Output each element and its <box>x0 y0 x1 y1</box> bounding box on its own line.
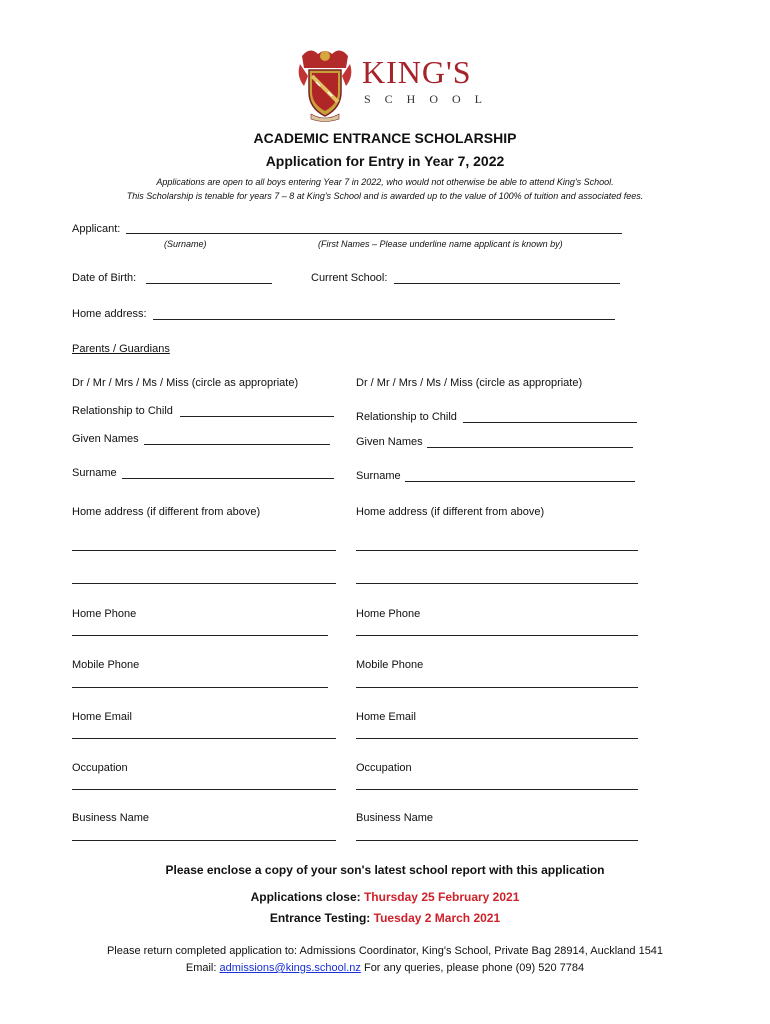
parent1-surname-label: Surname <box>72 467 117 479</box>
home-address-field[interactable] <box>153 319 615 320</box>
queries-text: For any queries, please phone (09) 520 7784 <box>363 962 585 974</box>
parent2-business-name-label: Business Name <box>356 812 434 824</box>
parent1-address-line-1[interactable] <box>72 550 336 551</box>
parent2-relationship-field[interactable] <box>463 422 637 423</box>
parent2-home-email-field[interactable] <box>356 738 638 739</box>
parent2-surname-field[interactable] <box>405 481 635 482</box>
parent1-home-email-label: Home Email <box>72 711 132 723</box>
entrance-testing <box>0 911 770 925</box>
parent1-mobile-phone-label: Mobile Phone <box>72 659 140 671</box>
page-subtitle: Application for Entry in Year 7, 2022 <box>265 153 505 169</box>
parent2-occupation-label: Occupation <box>356 762 412 774</box>
parent2-mobile-phone-field[interactable] <box>356 687 638 688</box>
parent1-relationship-field[interactable] <box>180 416 334 417</box>
parent2-given-names-field[interactable] <box>427 447 633 448</box>
parent1-relationship-label: Relationship to Child <box>72 405 173 417</box>
parent1-home-address-label: Home address (if different from above) <box>72 506 261 518</box>
parent2-business-name-field[interactable] <box>356 840 638 841</box>
parent1-given-names-label: Given Names <box>72 433 139 445</box>
enclose-notice: Please enclose a copy of your son's latest school report with this application <box>165 863 605 877</box>
parent1-business-name-field[interactable] <box>72 840 336 841</box>
intro-text-1: Applications are open to all boys entering Year 7 in 2022, who would not otherwise be able to attend King's School. <box>156 177 614 187</box>
parent2-home-phone-label: Home Phone <box>356 608 421 620</box>
current-school-field[interactable] <box>394 283 620 284</box>
parent1-home-phone-field[interactable] <box>72 635 328 636</box>
parent2-home-address-label: Home address (if different from above) <box>356 506 545 518</box>
parent1-address-line-2[interactable] <box>72 583 336 584</box>
parent1-title: Dr / Mr / Mrs / Ms / Miss (circle as appropriate) <box>72 377 299 389</box>
parent1-surname-field[interactable] <box>122 478 334 479</box>
email-label: Email: <box>185 962 217 974</box>
parent2-relationship-label: Relationship to Child <box>356 411 457 423</box>
parent1-given-names-field[interactable] <box>144 444 330 445</box>
parent1-occupation-field[interactable] <box>72 789 336 790</box>
page-title: ACADEMIC ENTRANCE SCHOLARSHIP <box>253 130 517 146</box>
current-school-label: Current School: <box>311 272 388 284</box>
surname-hint: (Surname) <box>164 239 207 249</box>
home-address-label: Home address: <box>72 308 147 320</box>
applications-close <box>0 890 770 904</box>
parent2-address-line-2[interactable] <box>356 583 638 584</box>
email-link[interactable]: admissions@kings.school.nz <box>219 962 361 974</box>
firstnames-hint: (First Names – Please underline name applicant is known by) <box>318 239 563 249</box>
crest-icon <box>296 46 354 122</box>
contact-line <box>0 962 770 974</box>
parent2-surname-label: Surname <box>356 470 401 482</box>
testing-label: Entrance Testing: <box>269 911 371 925</box>
parent2-address-line-1[interactable] <box>356 550 638 551</box>
testing-date: Tuesday 2 March 2021 <box>373 911 501 925</box>
parent1-home-email-field[interactable] <box>72 738 336 739</box>
parent2-home-phone-field[interactable] <box>356 635 638 636</box>
parent1-mobile-phone-field[interactable] <box>72 687 328 688</box>
applicant-field[interactable] <box>126 233 622 234</box>
intro-text-2: This Scholarship is tenable for years 7 – 8 at King's School and is awarded up to the value of 100% of tuition and associated fees. <box>126 191 644 201</box>
parent1-home-phone-label: Home Phone <box>72 608 137 620</box>
logo-text-kings: KING'S <box>362 54 472 90</box>
close-date: Thursday 25 February 2021 <box>363 890 520 904</box>
dob-field[interactable] <box>146 283 272 284</box>
parent2-home-email-label: Home Email <box>356 711 416 723</box>
parent2-mobile-phone-label: Mobile Phone <box>356 659 424 671</box>
parent2-title: Dr / Mr / Mrs / Ms / Miss (circle as appropriate) <box>356 377 583 389</box>
return-instructions: Please return completed application to: Admissions Coordinator, King's School, Private Bag 28914, Auckland 1541 <box>106 945 664 957</box>
parent2-given-names-label: Given Names <box>356 436 423 448</box>
close-label: Applications close: <box>250 890 361 904</box>
school-logo <box>296 44 497 124</box>
applicant-label: Applicant: <box>72 223 121 235</box>
dob-label: Date of Birth: <box>72 272 137 284</box>
parent1-business-name-label: Business Name <box>72 812 150 824</box>
parents-heading: Parents / Guardians <box>72 343 170 355</box>
parent1-occupation-label: Occupation <box>72 762 128 774</box>
logo-text-school: SCHOOL <box>364 92 497 106</box>
parent2-occupation-field[interactable] <box>356 789 638 790</box>
